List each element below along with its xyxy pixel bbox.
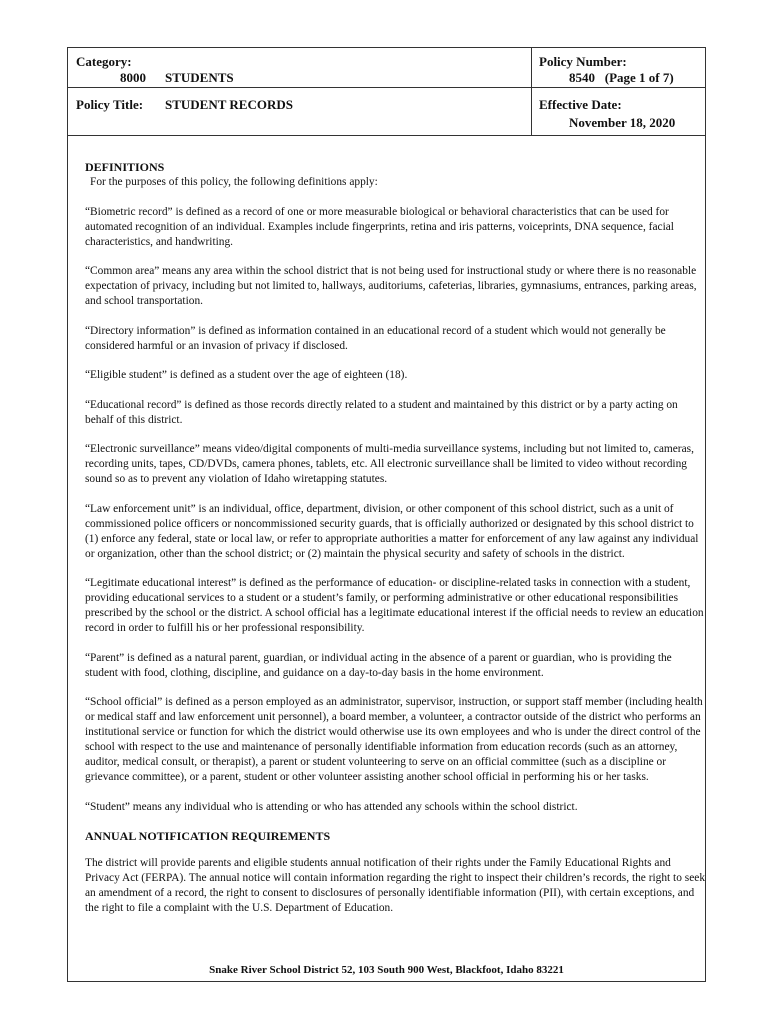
definition-parent: “Parent” is defined as a natural parent, guardian, or individual acting in the absence of a parent or guardian, who is providing the student with food, clothing, discipline, and guidance on a day-to-day basis in the home environment. <box>85 651 672 679</box>
definition-biometric: “Biometric record” is defined as a record of one or more measurable biological or behavioral characteristics that can be used for automated recognition of an individual. Examples include fingerprints, retina and iris patterns, voiceprints, DNA sequence, facial characteristics, and handwriting. <box>85 205 674 248</box>
definition-school-official: “School official” is defined as a person employed as an administrator, supervisor, instruction, or support staff member (including health or medical staff and law enforcement unit personnel), a board member, a volunteer, a contractor outside of the district who performs an institutional service or function for which the district would otherwise use its own employees and who is under the direct control of the school with respect to the use and maintenance of personally identifiable information from education records (such as an attorney, auditor, medical consult, or therapist), a parent or student volunteering to serve on an official committee (such as a discipline or grievance committee), or a parent, student or other volunteer assisting another school official in performing his or her tasks. <box>85 696 703 783</box>
annual-notification-text: The district will provide parents and eligible students annual notification of their rights under the Family Educational Rights and Privacy Act (FERPA). The annual notice will contain information regarding the right to inspect their children’s records, the right to seek an amendment of a record, the right to consent to disclosures of personally identifiable information (PII), with certain exceptions, and the right to file a complaint with the U.S. Department of Education. <box>85 857 706 914</box>
effective-date-value: November 18, 2020 <box>569 115 676 130</box>
category-label: Category: <box>76 54 132 69</box>
definition-educational-record: “Educational record” is defined as those records directly related to a student and maintained by this district or by a party acting on behalf of this district. <box>85 398 678 426</box>
definitions-heading: DEFINITIONS <box>85 160 165 174</box>
policy-number-value: 8540 (Page 1 of 7) <box>569 70 674 85</box>
category-name: STUDENTS <box>165 70 234 85</box>
definition-electronic-surveillance: “Electronic surveillance” means video/digital components of multi-media surveillance systems, including but not limited to, cameras, recording units, tapes, CD/DVDs, camera phones, tablets, etc. All electronic surveillance shall be limited to video without recording sound so as to prevent any violation of Idaho wiretapping statutes. <box>85 443 694 485</box>
category-number: 8000 <box>120 70 146 85</box>
header-divider <box>531 48 532 136</box>
definition-law-enforcement-unit: “Law enforcement unit” is an individual, office, department, division, or other component of this school district, such as a unit of commissioned police officers or noncommissioned security guards, that is officially authorized or designated by this school district to (1) enforce any federal, state or local law, or refer to appropriate authorities a matter for enforcement of any law against any individual or organization, other than the school district; or (2) maintain the physical security and safety of schools in the district. <box>85 502 699 560</box>
definition-eligible-student: “Eligible student” is defined as a student over the age of eighteen (18). <box>85 369 408 381</box>
header-row-title <box>68 88 705 136</box>
footer-address: Snake River School District 52, 103 South 900 West, Blackfoot, Idaho 83221 <box>209 964 564 976</box>
header-row-category <box>68 48 705 88</box>
effective-date-label: Effective Date: <box>539 97 622 112</box>
definition-common-area: “Common area” means any area within the school district that is not being used for instructional study or where there is no reasonable expectation of privacy, including but not limited to, hallways, auditoriums, cafeterias, libraries, gymnasiums, entrances, parking areas, and school transportation. <box>85 265 697 307</box>
policy-body <box>85 160 705 931</box>
definition-legitimate-interest: “Legitimate educational interest” is defined as the performance of education- or discipline-related tasks in connection with a student, providing educational services to a student or a student’s family, or performing administrative or other educational responsibilities prescribed by the school or the district. A school official has a legitimate educational interest if the official needs to review an education record in order to fulfill his or her professional responsibility. <box>85 577 704 634</box>
definition-student: “Student” means any individual who is attending or who has attended any schools within the school district. <box>85 800 578 813</box>
policy-number-label: Policy Number: <box>539 54 627 69</box>
annual-notification-heading: ANNUAL NOTIFICATION REQUIREMENTS <box>85 829 331 843</box>
policy-title-value: STUDENT RECORDS <box>165 97 293 112</box>
policy-title-label: Policy Title: <box>76 97 144 112</box>
definitions-intro: For the purposes of this policy, the following definitions apply: <box>90 176 378 188</box>
definition-directory-information: “Directory information” is defined as information contained in an educational record of a student which would not generally be considered harmful or an invasion of privacy if disclosed. <box>85 324 666 352</box>
